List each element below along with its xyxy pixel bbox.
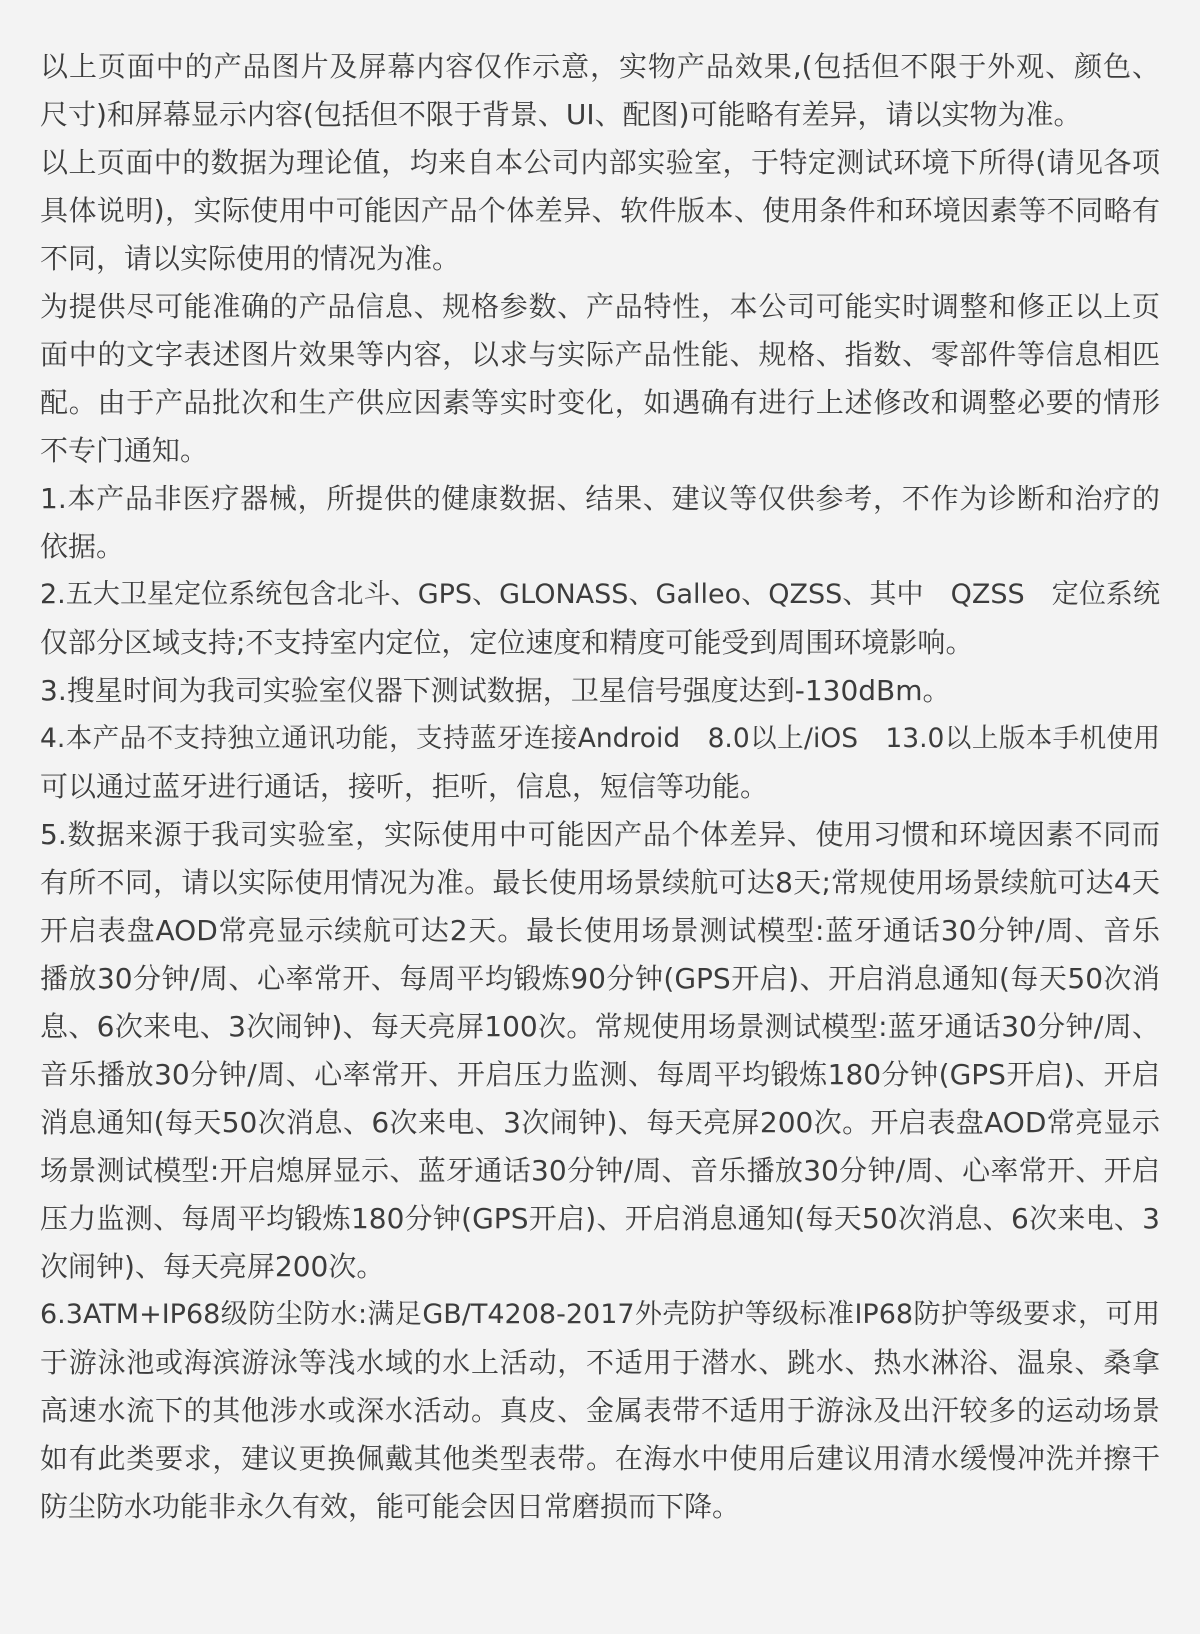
disclaimer-line: 以上页面中的数据为理论值，均来自本公司内部实验室，于特定测试环境下所得(请见各项 — [40, 146, 1160, 179]
disclaimer-line: 如有此类要求，建议更换佩戴其他类型表带。在海水中使用后建议用清水缓慢冲洗并擦干 — [40, 1442, 1160, 1475]
disclaimer-line: 不专门通知。 — [40, 434, 209, 467]
disclaimer-line: 具体说明)，实际使用中可能因产品个体差异、软件版本、使用条件和环境因素等不同略有 — [40, 194, 1160, 227]
disclaimer-line: 高速水流下的其他涉水或深水活动。真皮、金属表带不适用于游泳及出汗较多的运动场景 — [40, 1394, 1160, 1427]
disclaimer-line: 3.搜星时间为我司实验室仪器下测试数据，卫星信号强度达到-130dBm。 — [40, 674, 951, 707]
disclaimer-line: 场景测试模型:开启熄屏显示、蓝牙通话30分钟/周、音乐播放30分钟/周、心率常开、开启 — [40, 1154, 1160, 1187]
disclaimer-line: 可以通过蓝牙进行通话，接听，拒听，信息，短信等功能。 — [40, 770, 769, 803]
disclaimer-line: 防尘防水功能非永久有效，能可能会因日常磨损而下降。 — [40, 1490, 741, 1523]
disclaimer-line: 尺寸)和屏幕显示内容(包括但不限于背景、UI、配图)可能略有差异，请以实物为准。 — [40, 98, 1082, 131]
disclaimer-line: 仅部分区域支持;不支持室内定位，定位速度和精度可能受到周围环境影响。 — [40, 626, 974, 659]
disclaimer-line: 2.五大卫星定位系统包含北斗、GPS、GLONASS、Galleo、QZSS、其中 QZSS 定位系统 — [40, 579, 1160, 610]
disclaimer-line: 4.本产品不支持独立通讯功能，支持蓝牙连接Android 8.0以上/iOS 13.0以上版本手机使用 — [40, 723, 1160, 754]
disclaimer-line: 面中的文字表述图片效果等内容，以求与实际产品性能、规格、指数、零部件等信息相匹 — [40, 338, 1160, 371]
disclaimer-line: 6.3ATM+IP68级防尘防水:满足GB/T4208-2017外壳防护等级标准IP68防护等级要求，可用 — [40, 1299, 1160, 1330]
disclaimer-line: 次闹钟)、每天亮屏200次。 — [40, 1250, 385, 1283]
disclaimer-line: 以上页面中的产品图片及屏幕内容仅作示意，实物产品效果,(包括但不限于外观、颜色、 — [40, 50, 1160, 83]
disclaimer-line: 音乐播放30分钟/周、心率常开、开启压力监测、每周平均锻炼180分钟(GPS开启)、开启 — [40, 1058, 1160, 1091]
disclaimer-line: 为提供尽可能准确的产品信息、规格参数、产品特性，本公司可能实时调整和修正以上页 — [40, 290, 1160, 323]
disclaimer-line: 5.数据来源于我司实验室，实际使用中可能因产品个体差异、使用习惯和环境因素不同而 — [40, 818, 1160, 851]
disclaimer-line: 配。由于产品批次和生产供应因素等实时变化，如遇确有进行上述修改和调整必要的情形 — [40, 386, 1160, 419]
disclaimer-line: 不同，请以实际使用的情况为准。 — [40, 242, 461, 275]
disclaimer-line: 播放30分钟/周、心率常开、每周平均锻炼90分钟(GPS开启)、开启消息通知(每天50次消 — [40, 962, 1160, 995]
disclaimer-line: 息、6次来电、3次闹钟)、每天亮屏100次。常规使用场景测试模型:蓝牙通话30分钟/周、 — [40, 1010, 1160, 1043]
disclaimer-line: 消息通知(每天50次消息、6次来电、3次闹钟)、每天亮屏200次。开启表盘AOD常亮显示 — [40, 1106, 1160, 1139]
disclaimer-line: 开启表盘AOD常亮显示续航可达2天。最长使用场景测试模型:蓝牙通话30分钟/周、音乐 — [40, 914, 1160, 947]
disclaimer-line: 压力监测、每周平均锻炼180分钟(GPS开启)、开启消息通知(每天50次消息、6次来电、3 — [40, 1202, 1160, 1235]
disclaimer-line: 1.本产品非医疗器械，所提供的健康数据、结果、建议等仅供参考，不作为诊断和治疗的 — [40, 482, 1160, 515]
disclaimer-line: 于游泳池或海滨游泳等浅水域的水上活动，不适用于潜水、跳水、热水淋浴、温泉、桑拿 — [40, 1346, 1160, 1379]
disclaimer-line: 有所不同，请以实际使用情况为准。最长使用场景续航可达8天;常规使用场景续航可达4天 — [40, 866, 1160, 899]
disclaimer-line: 依据。 — [40, 530, 125, 563]
